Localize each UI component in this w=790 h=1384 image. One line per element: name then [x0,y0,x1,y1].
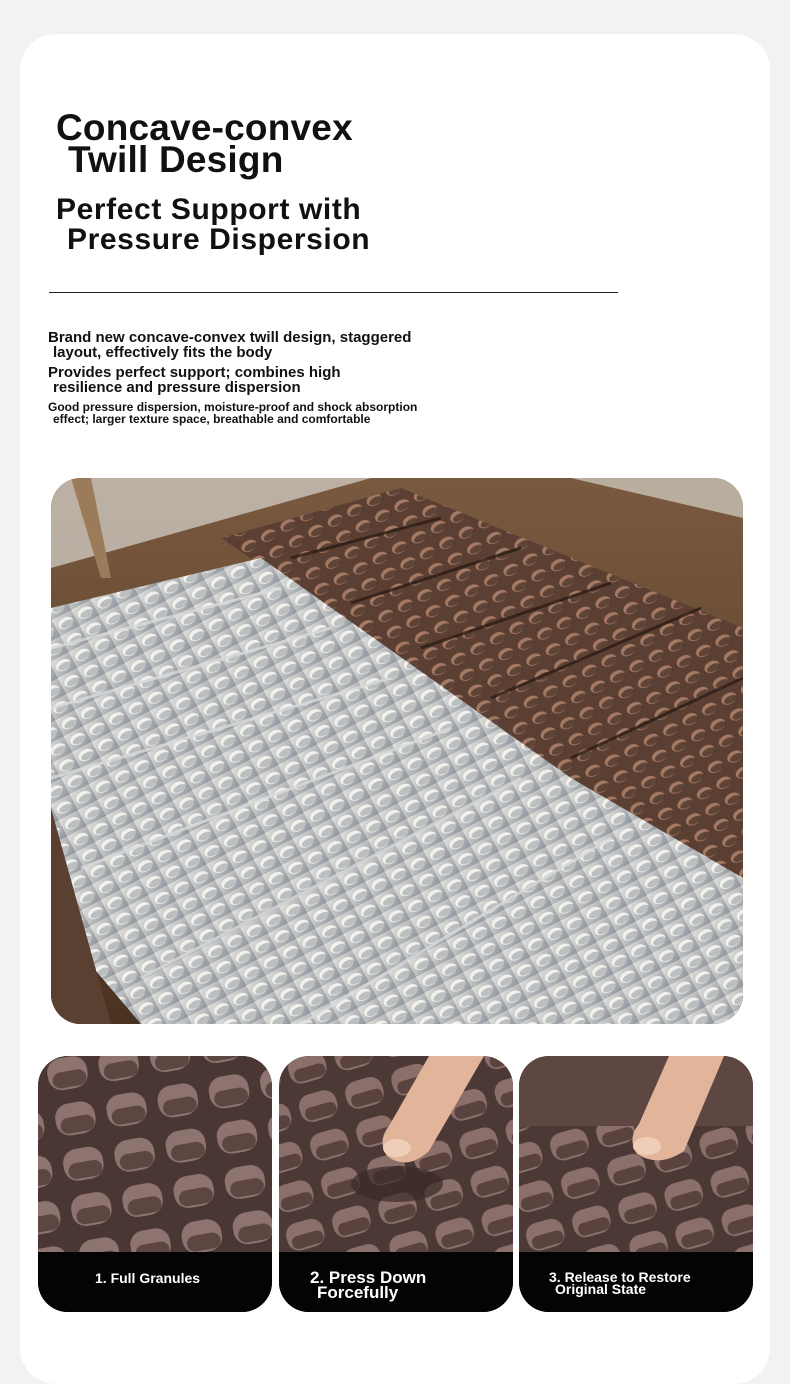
step-2-label [310,1270,426,1300]
subtitle-line-1: Perfect Support with [56,193,362,226]
description-2-line-1: Provides perfect support; combines high [48,364,341,381]
divider [49,292,618,293]
step-3-label-line-1: 3. Release to Restore [549,1269,691,1285]
step-full-granules [38,1056,272,1312]
description-2-line-2: resilience and pressure dispersion [53,379,301,396]
step-release-restore [519,1056,753,1312]
title-line-2: Twill Design [68,139,284,180]
description-2 [48,365,341,395]
step-3-label [549,1271,691,1295]
page-subtitle [56,195,370,255]
page-title [56,107,353,180]
description-1-line-2: layout, effectively fits the body [53,344,273,361]
step-1-label [95,1270,200,1286]
step-2-label-line-1: 2. Press Down [310,1268,427,1287]
sleeping-mat-illustration [51,478,743,1024]
description-3-line-2: effect; larger texture space, breathable and comfortable [53,411,371,426]
hero-mat-image [51,478,743,1024]
title-line-1: Concave-convex [56,107,353,148]
step-2-label-line-2: Forcefully [317,1283,399,1302]
description-3 [48,402,417,425]
description-3-line-1: Good pressure dispersion, moisture-proof and shock absorption [48,400,418,414]
description-1-line-1: Brand new concave-convex twill design, staggered [48,329,412,346]
step-1-label-line-1: 1. Full Granules [95,1270,201,1286]
step-3-label-line-2: Original State [555,1281,647,1297]
step-press-down [279,1056,513,1312]
subtitle-line-2: Pressure Dispersion [67,223,371,256]
description-1 [48,330,411,360]
